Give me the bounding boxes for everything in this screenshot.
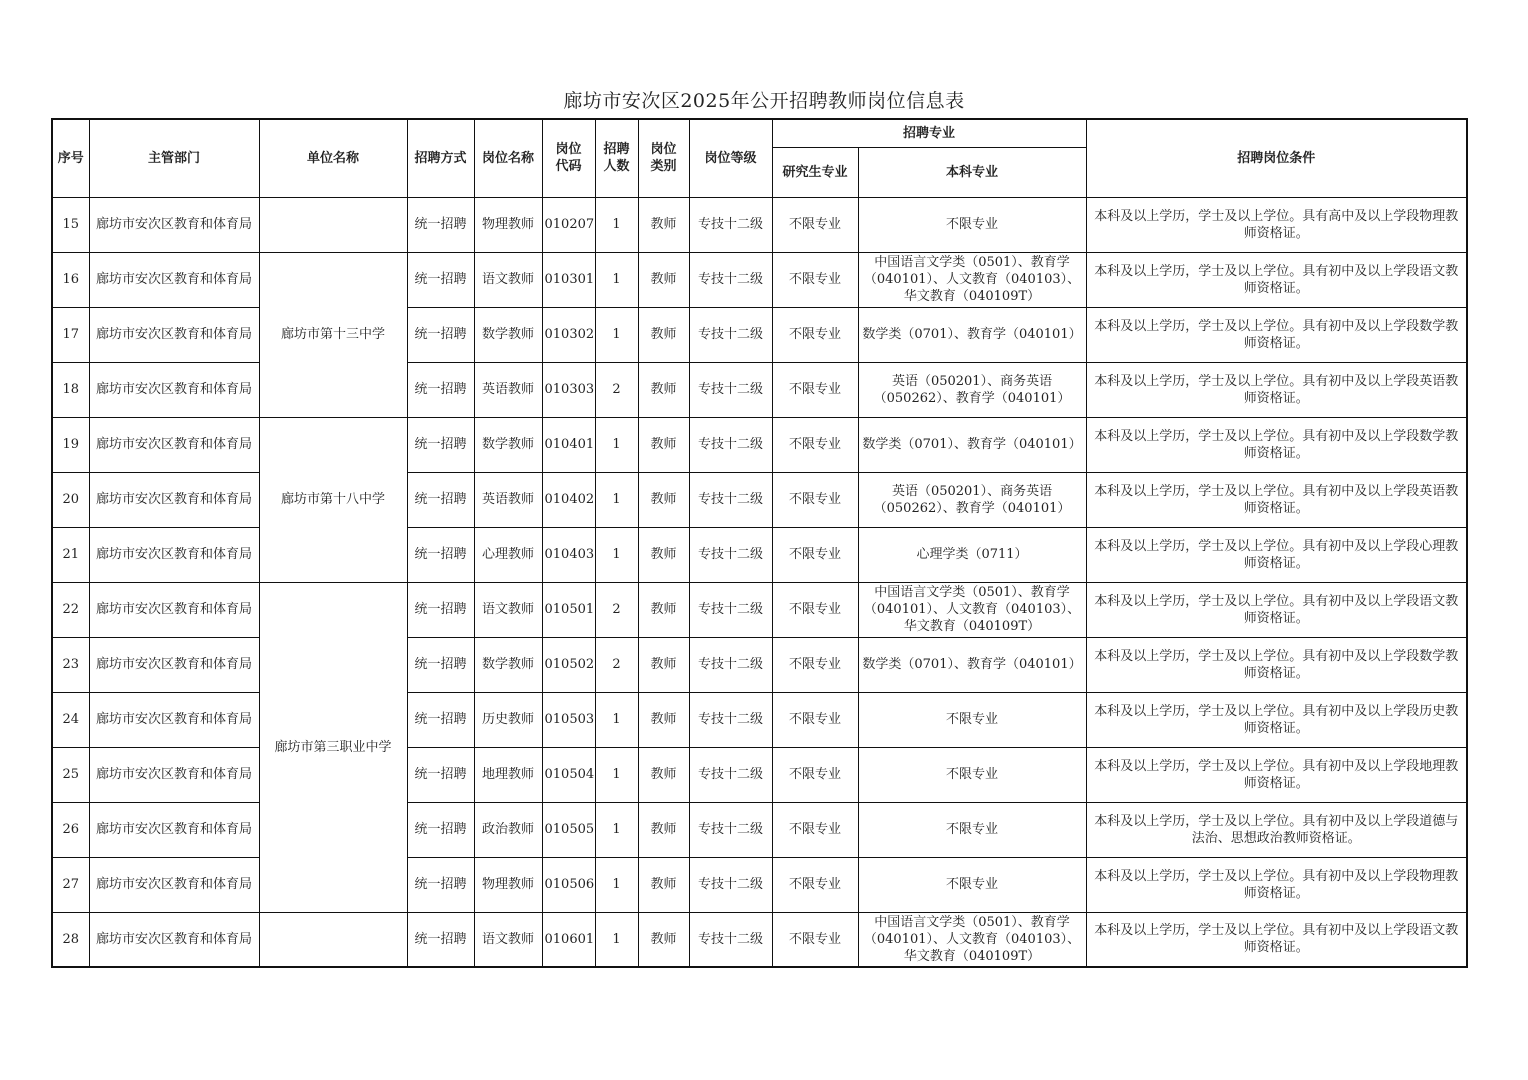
grade-cell: 专技十二级	[689, 252, 772, 307]
dept-cell: 廊坊市安次区教育和体育局	[89, 252, 259, 307]
post-cell: 物理教师	[474, 197, 542, 252]
count-cell: 2	[595, 582, 638, 637]
grade-cell: 专技十二级	[689, 362, 772, 417]
post-cell: 英语教师	[474, 472, 542, 527]
code-cell: 010503	[542, 692, 595, 747]
header-type: 岗位类别	[638, 119, 689, 197]
method-cell: 统一招聘	[407, 417, 474, 472]
table-row	[52, 912, 1467, 967]
grade-cell: 专技十二级	[689, 912, 772, 967]
grad-cell: 不限专业	[772, 637, 858, 692]
undergrad-cell: 不限专业	[858, 857, 1086, 912]
undergrad-cell: 不限专业	[858, 802, 1086, 857]
header-seq: 序号	[52, 119, 89, 197]
type-cell: 教师	[638, 307, 689, 362]
cond-cell: 本科及以上学历，学士及以上学位。具有初中及以上学段数学教师资格证。	[1086, 417, 1467, 472]
grad-cell: 不限专业	[772, 802, 858, 857]
post-cell: 地理教师	[474, 747, 542, 802]
type-cell: 教师	[638, 197, 689, 252]
post-cell: 数学教师	[474, 637, 542, 692]
count-cell: 1	[595, 527, 638, 582]
post-cell: 物理教师	[474, 857, 542, 912]
post-cell: 心理教师	[474, 527, 542, 582]
seq-cell: 19	[52, 417, 89, 472]
dept-cell: 廊坊市安次区教育和体育局	[89, 912, 259, 967]
seq-cell: 16	[52, 252, 89, 307]
cond-cell: 本科及以上学历，学士及以上学位。具有初中及以上学段数学教师资格证。	[1086, 637, 1467, 692]
method-cell: 统一招聘	[407, 692, 474, 747]
grad-cell: 不限专业	[772, 362, 858, 417]
code-cell: 010501	[542, 582, 595, 637]
grade-cell: 专技十二级	[689, 472, 772, 527]
cond-cell: 本科及以上学历，学士及以上学位。具有初中及以上学段物理教师资格证。	[1086, 857, 1467, 912]
post-cell: 数学教师	[474, 417, 542, 472]
header-major-group: 招聘专业	[772, 119, 1086, 147]
undergrad-cell: 心理学类（0711）	[858, 527, 1086, 582]
dept-cell: 廊坊市安次区教育和体育局	[89, 527, 259, 582]
cond-cell: 本科及以上学历，学士及以上学位。具有初中及以上学段英语教师资格证。	[1086, 362, 1467, 417]
header-cond: 招聘岗位条件	[1086, 119, 1467, 197]
undergrad-cell: 中国语言文学类（0501）、教育学（040101）、人文教育（040103）、华文教育（040109T）	[858, 912, 1086, 967]
method-cell: 统一招聘	[407, 802, 474, 857]
grade-cell: 专技十二级	[689, 307, 772, 362]
code-cell: 010505	[542, 802, 595, 857]
dept-cell: 廊坊市安次区教育和体育局	[89, 307, 259, 362]
cond-cell: 本科及以上学历，学士及以上学位。具有初中及以上学段语文教师资格证。	[1086, 582, 1467, 637]
cond-cell: 本科及以上学历，学士及以上学位。具有高中及以上学段物理教师资格证。	[1086, 197, 1467, 252]
type-cell: 教师	[638, 472, 689, 527]
grad-cell: 不限专业	[772, 417, 858, 472]
cond-cell: 本科及以上学历，学士及以上学位。具有初中及以上学段心理教师资格证。	[1086, 527, 1467, 582]
dept-cell: 廊坊市安次区教育和体育局	[89, 472, 259, 527]
grad-cell: 不限专业	[772, 472, 858, 527]
post-cell: 历史教师	[474, 692, 542, 747]
undergrad-cell: 英语（050201）、商务英语（050262）、教育学（040101）	[858, 362, 1086, 417]
count-cell: 1	[595, 802, 638, 857]
table-row	[52, 197, 1467, 252]
seq-cell: 23	[52, 637, 89, 692]
code-cell: 010207	[542, 197, 595, 252]
header-grade: 岗位等级	[689, 119, 772, 197]
job-table	[51, 118, 1468, 968]
count-cell: 1	[595, 747, 638, 802]
cond-cell: 本科及以上学历，学士及以上学位。具有初中及以上学段语文教师资格证。	[1086, 912, 1467, 967]
method-cell: 统一招聘	[407, 857, 474, 912]
method-cell: 统一招聘	[407, 362, 474, 417]
grade-cell: 专技十二级	[689, 197, 772, 252]
undergrad-cell: 不限专业	[858, 197, 1086, 252]
dept-cell: 廊坊市安次区教育和体育局	[89, 747, 259, 802]
count-cell: 1	[595, 252, 638, 307]
code-cell: 010302	[542, 307, 595, 362]
code-cell: 010504	[542, 747, 595, 802]
type-cell: 教师	[638, 417, 689, 472]
dept-cell: 廊坊市安次区教育和体育局	[89, 802, 259, 857]
seq-cell: 18	[52, 362, 89, 417]
grade-cell: 专技十二级	[689, 692, 772, 747]
dept-cell: 廊坊市安次区教育和体育局	[89, 417, 259, 472]
count-cell: 1	[595, 857, 638, 912]
method-cell: 统一招聘	[407, 472, 474, 527]
dept-cell: 廊坊市安次区教育和体育局	[89, 197, 259, 252]
post-cell: 语文教师	[474, 912, 542, 967]
header-unit: 单位名称	[259, 119, 407, 197]
dept-cell: 廊坊市安次区教育和体育局	[89, 637, 259, 692]
method-cell: 统一招聘	[407, 747, 474, 802]
undergrad-cell: 数学类（0701）、教育学（040101）	[858, 637, 1086, 692]
code-cell: 010402	[542, 472, 595, 527]
dept-cell: 廊坊市安次区教育和体育局	[89, 857, 259, 912]
post-cell: 语文教师	[474, 252, 542, 307]
type-cell: 教师	[638, 637, 689, 692]
grad-cell: 不限专业	[772, 307, 858, 362]
count-cell: 1	[595, 307, 638, 362]
unit-cell-empty	[259, 197, 407, 252]
seq-cell: 17	[52, 307, 89, 362]
grade-cell: 专技十二级	[689, 527, 772, 582]
dept-cell: 廊坊市安次区教育和体育局	[89, 362, 259, 417]
undergrad-cell: 不限专业	[858, 747, 1086, 802]
seq-cell: 26	[52, 802, 89, 857]
seq-cell: 28	[52, 912, 89, 967]
method-cell: 统一招聘	[407, 912, 474, 967]
unit-cell: 廊坊市第十八中学	[259, 417, 407, 582]
seq-cell: 15	[52, 197, 89, 252]
count-cell: 2	[595, 362, 638, 417]
unit-cell: 廊坊市第三职业中学	[259, 582, 407, 912]
count-cell: 1	[595, 472, 638, 527]
method-cell: 统一招聘	[407, 307, 474, 362]
grade-cell: 专技十二级	[689, 637, 772, 692]
code-cell: 010502	[542, 637, 595, 692]
seq-cell: 24	[52, 692, 89, 747]
grad-cell: 不限专业	[772, 527, 858, 582]
dept-cell: 廊坊市安次区教育和体育局	[89, 582, 259, 637]
undergrad-cell: 不限专业	[858, 692, 1086, 747]
cond-cell: 本科及以上学历，学士及以上学位。具有初中及以上学段道德与法治、思想政治教师资格证。	[1086, 802, 1467, 857]
grade-cell: 专技十二级	[689, 802, 772, 857]
cond-cell: 本科及以上学历，学士及以上学位。具有初中及以上学段语文教师资格证。	[1086, 252, 1467, 307]
type-cell: 教师	[638, 912, 689, 967]
code-cell: 010303	[542, 362, 595, 417]
table-row	[52, 582, 1467, 637]
type-cell: 教师	[638, 802, 689, 857]
grad-cell: 不限专业	[772, 747, 858, 802]
count-cell: 2	[595, 637, 638, 692]
header-post: 岗位名称	[474, 119, 542, 197]
grad-cell: 不限专业	[772, 692, 858, 747]
header-count: 招聘人数	[595, 119, 638, 197]
cond-cell: 本科及以上学历，学士及以上学位。具有初中及以上学段历史教师资格证。	[1086, 692, 1467, 747]
grad-cell: 不限专业	[772, 582, 858, 637]
post-cell: 数学教师	[474, 307, 542, 362]
method-cell: 统一招聘	[407, 197, 474, 252]
unit-cell-empty	[259, 912, 407, 967]
header-method: 招聘方式	[407, 119, 474, 197]
code-cell: 010401	[542, 417, 595, 472]
count-cell: 1	[595, 692, 638, 747]
page-title: 廊坊市安次区2025年公开招聘教师岗位信息表	[563, 90, 965, 112]
seq-cell: 25	[52, 747, 89, 802]
grad-cell: 不限专业	[772, 252, 858, 307]
undergrad-cell: 英语（050201）、商务英语（050262）、教育学（040101）	[858, 472, 1086, 527]
header-undergrad: 本科专业	[858, 147, 1086, 197]
post-cell: 英语教师	[474, 362, 542, 417]
seq-cell: 20	[52, 472, 89, 527]
method-cell: 统一招聘	[407, 637, 474, 692]
count-cell: 1	[595, 912, 638, 967]
grad-cell: 不限专业	[772, 857, 858, 912]
unit-cell: 廊坊市第十三中学	[259, 252, 407, 417]
grad-cell: 不限专业	[772, 912, 858, 967]
undergrad-cell: 中国语言文学类（0501）、教育学（040101）、人文教育（040103）、华文教育（040109T）	[858, 252, 1086, 307]
code-cell: 010301	[542, 252, 595, 307]
cond-cell: 本科及以上学历，学士及以上学位。具有初中及以上学段英语教师资格证。	[1086, 472, 1467, 527]
grad-cell: 不限专业	[772, 197, 858, 252]
count-cell: 1	[595, 417, 638, 472]
table-row	[52, 252, 1467, 307]
code-cell: 010403	[542, 527, 595, 582]
post-cell: 语文教师	[474, 582, 542, 637]
undergrad-cell: 数学类（0701）、教育学（040101）	[858, 417, 1086, 472]
table-row	[52, 417, 1467, 472]
grade-cell: 专技十二级	[689, 582, 772, 637]
method-cell: 统一招聘	[407, 582, 474, 637]
type-cell: 教师	[638, 747, 689, 802]
type-cell: 教师	[638, 582, 689, 637]
type-cell: 教师	[638, 692, 689, 747]
seq-cell: 27	[52, 857, 89, 912]
seq-cell: 21	[52, 527, 89, 582]
code-cell: 010506	[542, 857, 595, 912]
type-cell: 教师	[638, 252, 689, 307]
grade-cell: 专技十二级	[689, 417, 772, 472]
post-cell: 政治教师	[474, 802, 542, 857]
dept-cell: 廊坊市安次区教育和体育局	[89, 692, 259, 747]
type-cell: 教师	[638, 527, 689, 582]
table-body	[52, 197, 1467, 967]
undergrad-cell: 数学类（0701）、教育学（040101）	[858, 307, 1086, 362]
header-code: 岗位代码	[542, 119, 595, 197]
cond-cell: 本科及以上学历，学士及以上学位。具有初中及以上学段数学教师资格证。	[1086, 307, 1467, 362]
grade-cell: 专技十二级	[689, 747, 772, 802]
grade-cell: 专技十二级	[689, 857, 772, 912]
cond-cell: 本科及以上学历，学士及以上学位。具有初中及以上学段地理教师资格证。	[1086, 747, 1467, 802]
header-grad: 研究生专业	[772, 147, 858, 197]
header-dept: 主管部门	[89, 119, 259, 197]
type-cell: 教师	[638, 857, 689, 912]
undergrad-cell: 中国语言文学类（0501）、教育学（040101）、人文教育（040103）、华文教育（040109T）	[858, 582, 1086, 637]
seq-cell: 22	[52, 582, 89, 637]
method-cell: 统一招聘	[407, 527, 474, 582]
count-cell: 1	[595, 197, 638, 252]
type-cell: 教师	[638, 362, 689, 417]
code-cell: 010601	[542, 912, 595, 967]
method-cell: 统一招聘	[407, 252, 474, 307]
